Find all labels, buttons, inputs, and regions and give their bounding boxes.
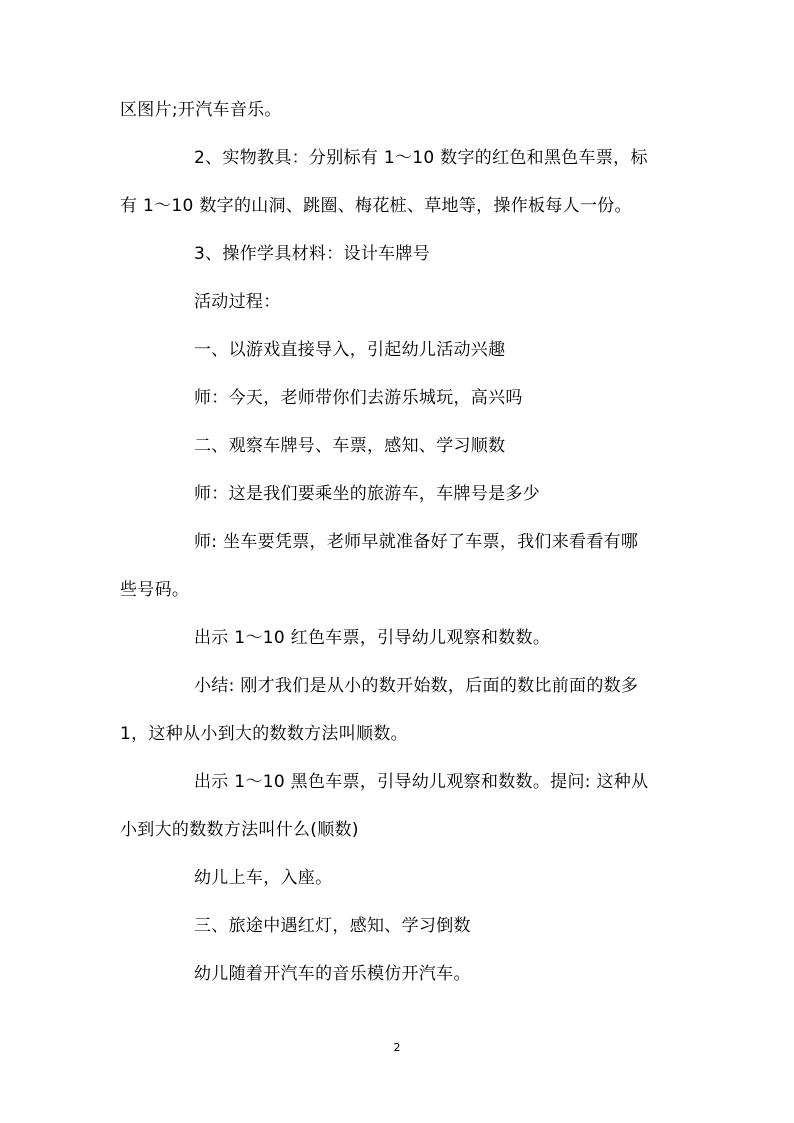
- text-line: 1，这种从小到大的数数方法叫顺数。: [120, 724, 408, 744]
- text-line: 有 1～10 数字的山洞、跳圈、梅花桩、草地等，操作板每人一份。: [120, 196, 632, 216]
- text-line: 2、实物教具：分别标有 1～10 数字的红色和黑色车票，标: [194, 148, 648, 168]
- page-number: 2: [393, 1041, 401, 1054]
- text-line: 出示 1～10 红色车票，引导幼儿观察和数数。: [194, 628, 551, 648]
- text-line: 3、操作学具材料：设计车牌号: [194, 244, 431, 264]
- text-line: 幼儿随着开汽车的音乐模仿开汽车。: [194, 964, 471, 984]
- text-line: 幼儿上车，入座。: [194, 868, 333, 888]
- text-line: 区图片;开汽车音乐。: [120, 100, 282, 120]
- text-line: 出示 1～10 黑色车票，引导幼儿观察和数数。提问: 这种从: [194, 772, 649, 792]
- text-line: 三、旅途中遇红灯，感知、学习倒数: [194, 916, 471, 936]
- text-line: 小到大的数数方法叫什么(顺数): [120, 820, 359, 840]
- text-line: 一、以游戏直接导入，引起幼儿活动兴趣: [194, 340, 506, 360]
- text-line: 师: 坐车要凭票，老师早就准备好了车票，我们来看看有哪: [194, 532, 639, 552]
- text-line: 二、观察车牌号、车票，感知、学习顺数: [194, 436, 506, 456]
- text-line: 师：今天，老师带你们去游乐城玩，高兴吗: [194, 388, 523, 408]
- text-line: 些号码。: [120, 580, 190, 600]
- text-line: 师：这是我们要乘坐的旅游车，车牌号是多少: [194, 484, 540, 504]
- text-line: 小结: 刚才我们是从小的数开始数，后面的数比前面的数多: [194, 676, 639, 696]
- text-line: 活动过程：: [194, 292, 281, 312]
